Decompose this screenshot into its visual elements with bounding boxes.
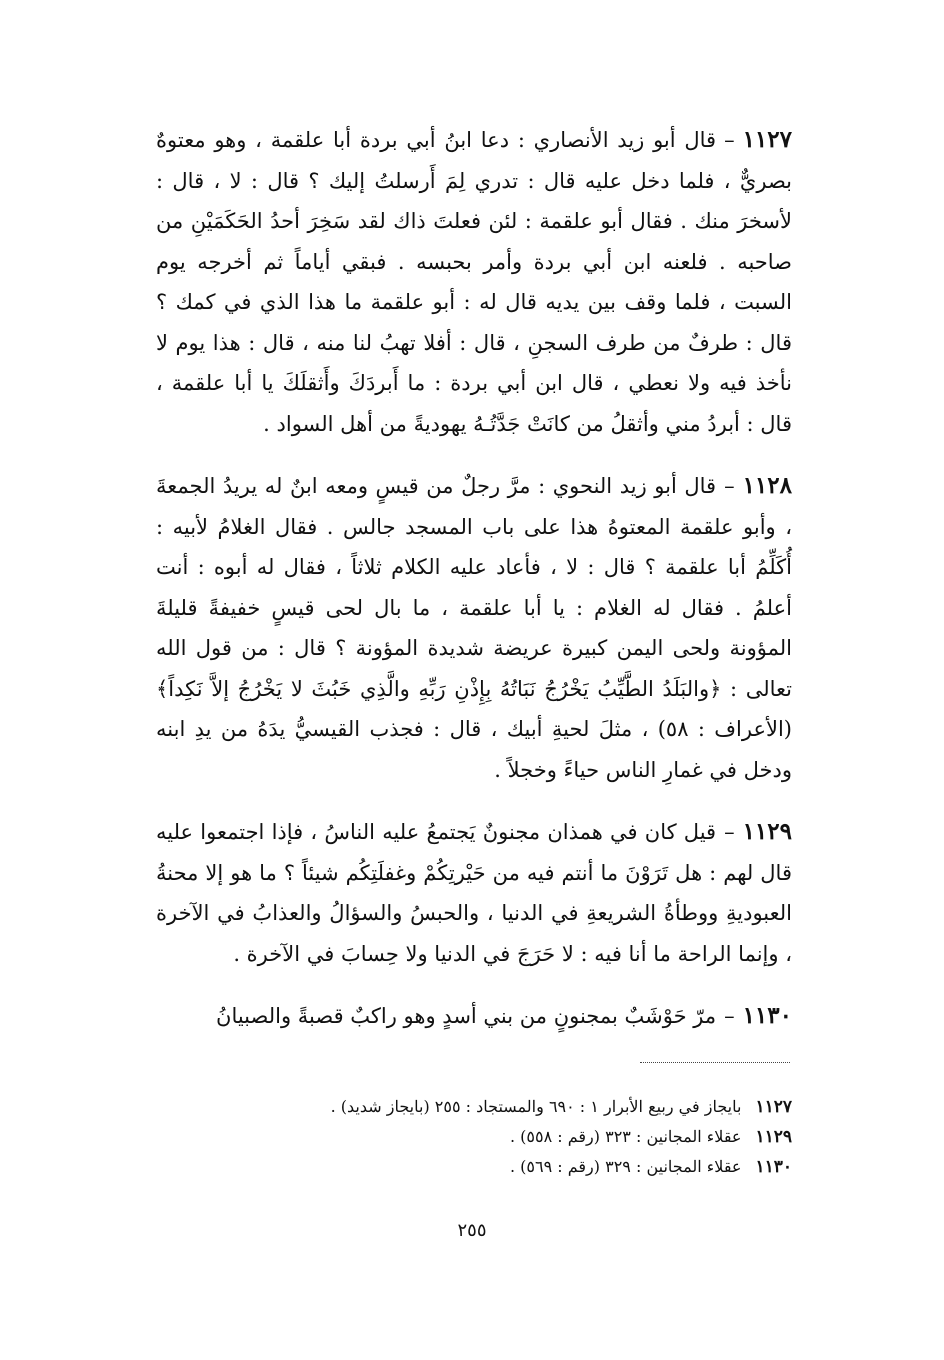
entry-1130	[156, 996, 792, 1037]
footnote-number: ١١٣٠	[755, 1157, 792, 1177]
entry-number: ١١٣٠	[742, 1002, 792, 1029]
footnote-1129	[156, 1122, 792, 1152]
entry-separator: –	[724, 474, 735, 498]
entry-text: قال أبو زيد الأنصاري : دعا ابنُ أبي بردة أبا علقمة ، وهو معتوهٌ بصريٌّ ، فلما دخل عليه قال : تدري لِمَ أَرسلتُ إليك ؟ قال : لا ، قال : لأسخرَ منك . فقال أبو علقمة : لئن فعلتَ ذاك لقد سَخِرَ أحدُ الحَكَمَيْنِ من صاحبه . فلعنه ابن أبي بردة وأمر بحبسه . فبقي أياماً ثم أخرجه يوم السبت ، فلما وقف بين يديه قال له : أبو علقمة ما هذا الذي في كمك ؟ قال : طرفٌ من طرف السجنِ ، قال : أفلا تهبُ لنا منه ، قال : هذا يوم لا نأخذ فيه ولا نعطي ، قال ابن أبي بردة : ما أَبردَكَ وأَثقلَكَ يا أبا علقمة ، قال : أبردُ مني وأثقلُ من كانَتْ جَدَّتُـهُ يهوديةً من أهل السواد .	[156, 128, 793, 436]
footnote-text: بايجاز في ربيع الأبرار ١ : ٦٩٠ والمستجاد : ٢٥٥ (بايجاز شديد) .	[330, 1097, 742, 1116]
footnote-number: ١١٢٧	[755, 1097, 792, 1117]
page-number: ٢٥٥	[457, 1220, 487, 1241]
footnote-1130	[156, 1152, 792, 1182]
main-text	[156, 120, 792, 1059]
entry-separator: –	[724, 820, 735, 844]
entry-separator: –	[724, 1004, 735, 1028]
entry-1127	[156, 120, 792, 444]
entry-number: ١١٢٧	[742, 126, 792, 153]
entry-number: ١١٢٨	[742, 472, 792, 499]
footnote-text: عقلاء المجانين : ٣٢٩ (رقم : ٥٦٩) .	[509, 1157, 742, 1176]
entry-1129	[156, 812, 792, 974]
footnote-divider	[640, 1062, 790, 1063]
entry-1128	[156, 466, 792, 790]
entry-number: ١١٢٩	[742, 818, 792, 845]
footnote-text: عقلاء المجانين : ٣٢٣ (رقم : ٥٥٨) .	[509, 1127, 742, 1146]
entry-text: مرّ حَوْشَبٌ بمجنونٍ من بني أسدٍ وهو راكبٌ قصبةً والصبيانُ	[216, 1004, 717, 1028]
entry-separator: –	[724, 128, 735, 152]
footnote-number: ١١٢٩	[755, 1127, 792, 1147]
entry-text: قال أبو زيد النحوي : مرَّ رجلٌ من قيسٍ ومعه ابنٌ له يريدُ الجمعةَ ، وأبو علقمة المعتوهُ هذا على باب المسجد جالس . فقال الغلامُ لأبيه : أُكَلِّمُ أبا علقمة ؟ قال : لا ، فأعاد عليه الكلام ثلاثاً ، فقال له أبوه : أنت أعلمُ . فقال له الغلام : يا أبا علقمة ، ما بال لحى قيسٍ خفيفةً قليلةَ المؤونة ولحى اليمن كبيرة عريضة شديدة المؤونة ؟ قال : من قول الله تعالى : ﴿والبَلَدُ الطَّيِّبُ يَخْرُجُ نَبَاتُهُ بِإِذْنِ رَبِّهِ والَّذِي خَبُثَ لا يَخْرُجُ إلاَّ نَكِداً﴾ (الأعراف : ٥٨) ، مثلَ لحيةِ أبيك ، قال : فجذب القيسيُّ يدَهُ من يدِ ابنه ودخل في غمارِ الناس حياءً وخجلاً .	[156, 474, 792, 782]
entry-text: قيل كان في همذان مجنونٌ يَجتمعُ عليه الناسُ ، فإذا اجتمعوا عليه قال لهم : هل تَرَوْنَ ما أنتم فيه من حَيْرتِكُمْ وغفلَتِكُم شيئاً ؟ ما هو إلا محنةُ العبوديةِ ووطأةُ الشريعةِ في الدنيا ، والحبسُ والسؤالُ والعذابُ في الآخرة ، وإنما الراحة ما أنا فيه : لا حَرَجَ في الدنيا ولا حِسابَ في الآخرة .	[156, 820, 792, 966]
footnote-1127	[156, 1092, 792, 1122]
footnotes	[156, 1092, 792, 1182]
